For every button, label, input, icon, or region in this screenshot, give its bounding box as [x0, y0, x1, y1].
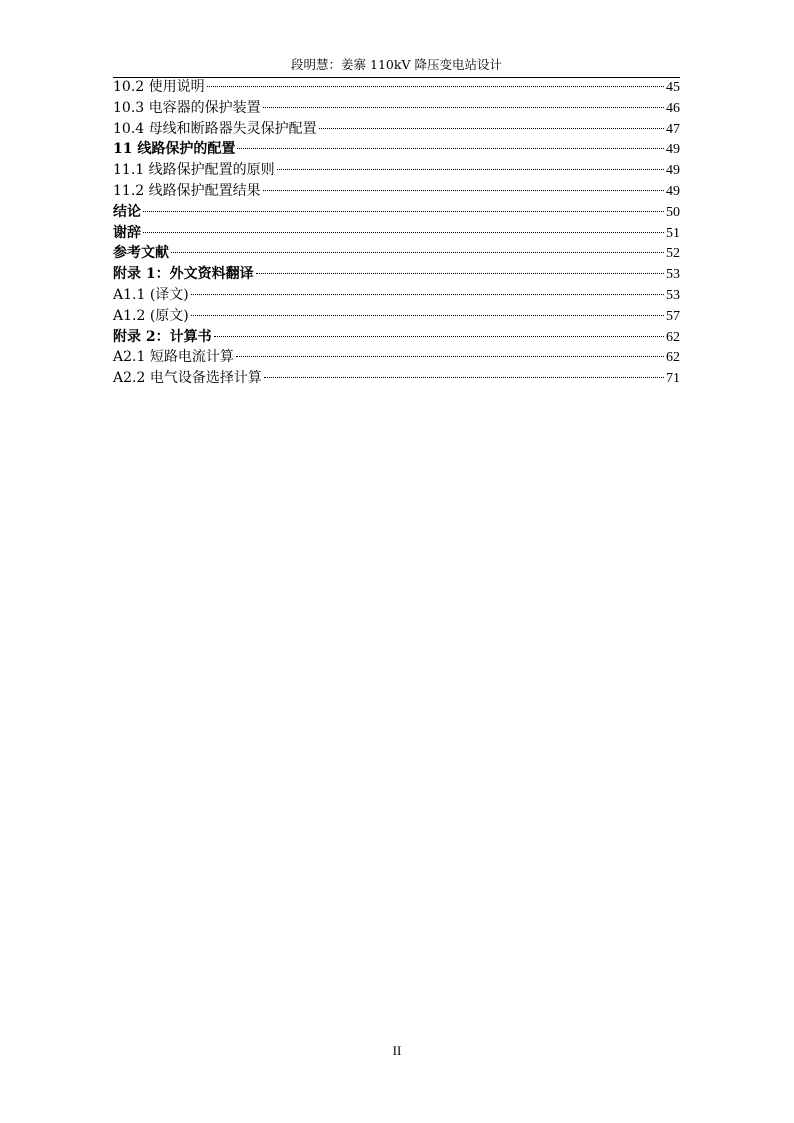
toc-dot-leader	[277, 169, 664, 170]
toc-entry-page: 49	[666, 183, 680, 199]
toc-entry[interactable]	[113, 119, 680, 140]
toc-entry-title: A2.2 电气设备选择计算	[113, 370, 262, 387]
toc-entry[interactable]	[113, 347, 680, 368]
toc-entry-page: 53	[666, 267, 680, 283]
toc-entry-page: 45	[666, 80, 680, 95]
toc-dot-leader	[319, 128, 664, 129]
toc-entry-title: 11.2 线路保护配置结果	[113, 182, 261, 199]
toc-entry[interactable]	[113, 160, 680, 181]
toc-entry[interactable]	[113, 98, 680, 119]
toc-dot-leader	[171, 252, 664, 253]
toc-entry[interactable]	[113, 264, 680, 285]
toc-entry-page: 51	[666, 225, 680, 241]
toc-entry-title: A1.1 (译文)	[113, 286, 189, 303]
toc-entry[interactable]	[113, 181, 680, 202]
toc-entry-title: A1.2 (原文)	[113, 307, 189, 324]
toc-dot-leader	[214, 336, 664, 337]
toc-entry[interactable]	[113, 223, 680, 244]
toc-entry[interactable]	[113, 306, 680, 327]
page-number: II	[392, 1043, 402, 1058]
toc-entry-title: 10.3 电容器的保护装置	[113, 99, 261, 116]
toc-dot-leader	[191, 315, 664, 316]
toc-entry-page: 49	[666, 163, 680, 179]
toc-entry[interactable]	[113, 368, 680, 389]
table-of-contents	[113, 77, 680, 389]
toc-dot-leader	[207, 86, 664, 87]
toc-entry[interactable]	[113, 139, 680, 160]
toc-dot-leader	[264, 377, 664, 378]
toc-entry-title: 11.1 线路保护配置的原则	[113, 162, 275, 179]
toc-entry-page: 52	[666, 246, 680, 262]
toc-dot-leader	[236, 356, 664, 357]
toc-entry-page: 49	[666, 142, 680, 158]
toc-entry[interactable]	[113, 243, 680, 264]
toc-entry[interactable]	[113, 202, 680, 223]
toc-dot-leader	[191, 294, 664, 295]
toc-entry-page: 62	[666, 350, 680, 366]
toc-entry-page: 46	[666, 100, 680, 116]
toc-entry-title: 10.2 使用说明	[113, 79, 205, 95]
toc-entry-title: 参考文献	[113, 245, 169, 262]
toc-entry-page: 57	[666, 308, 680, 324]
toc-dot-leader	[237, 148, 664, 149]
toc-entry-page: 53	[666, 287, 680, 303]
running-header: 段明慧：姜寨 110kV 降压变电站设计	[291, 57, 502, 72]
toc-entry-title: 11 线路保护的配置	[113, 141, 236, 158]
toc-entry-page: 50	[666, 204, 680, 220]
toc-entry-title: 附录 2：计算书	[113, 328, 212, 345]
toc-entry-title: A2.1 短路电流计算	[113, 349, 234, 366]
toc-entry[interactable]	[113, 327, 680, 348]
toc-entry-page: 71	[666, 371, 680, 387]
toc-entry-title: 谢辞	[113, 224, 141, 241]
toc-entry-title: 结论	[113, 203, 141, 220]
toc-entry-title: 10.4 母线和断路器失灵保护配置	[113, 120, 317, 137]
toc-entry[interactable]	[113, 77, 680, 98]
toc-dot-leader	[143, 232, 664, 233]
toc-entry-title: 附录 1：外文资料翻译	[113, 266, 254, 283]
toc-entry-page: 47	[666, 121, 680, 137]
toc-dot-leader	[263, 190, 664, 191]
toc-entry-page: 62	[666, 329, 680, 345]
toc-entry[interactable]	[113, 285, 680, 306]
toc-dot-leader	[263, 107, 664, 108]
toc-dot-leader	[143, 211, 664, 212]
toc-dot-leader	[256, 273, 664, 274]
